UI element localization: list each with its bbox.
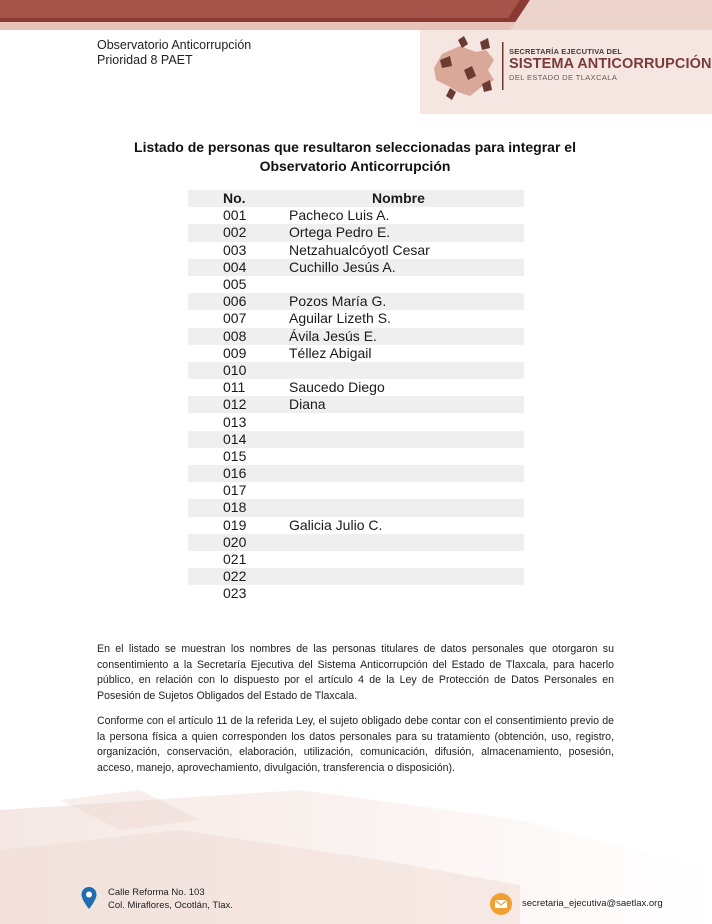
- row-name: Aguilar Lizeth S.: [289, 310, 391, 327]
- table-header-row: [188, 190, 524, 207]
- row-name: [283, 534, 524, 551]
- table-row: [188, 499, 524, 516]
- table-row: [188, 431, 524, 448]
- table-row: [188, 293, 524, 310]
- row-name: Galicia Julio C.: [289, 516, 383, 533]
- row-name: [283, 585, 524, 602]
- row-number: 010: [223, 361, 247, 378]
- address-line2: Col. Miraflores, Ocotlán, Tlax.: [108, 899, 233, 911]
- column-header-no: No.: [223, 190, 246, 207]
- table-row: [188, 448, 524, 465]
- location-pin-icon: [80, 886, 98, 910]
- document-title: [110, 138, 600, 176]
- row-name: [283, 276, 524, 293]
- row-number: 023: [223, 585, 247, 602]
- footer-address: [108, 887, 233, 912]
- table-row: [188, 568, 524, 585]
- row-number: 017: [223, 482, 247, 499]
- table-row: [188, 517, 524, 534]
- row-number: 012: [223, 396, 247, 413]
- table-row: [188, 276, 524, 293]
- sesa-logo: [420, 30, 712, 114]
- table-row: [188, 207, 524, 224]
- table-row: [188, 551, 524, 568]
- row-number: 019: [223, 516, 247, 533]
- logo-line1: SECRETARÍA EJECUTIVA DEL: [509, 47, 623, 56]
- table-row: [188, 362, 524, 379]
- row-number: 015: [223, 447, 247, 464]
- row-name: [283, 362, 524, 379]
- row-number: 021: [223, 551, 247, 568]
- row-name: Ávila Jesús E.: [289, 327, 377, 344]
- row-number: 001: [223, 207, 247, 224]
- table-row: [188, 242, 524, 259]
- row-name: Cuchillo Jesús A.: [289, 258, 396, 275]
- title-line1: Listado de personas que resultaron seleccionadas para integrar el: [134, 139, 576, 155]
- row-number: 007: [223, 310, 247, 327]
- row-number: 005: [223, 276, 247, 293]
- logo-line2: SISTEMA ANTICORRUPCIÓN: [509, 56, 712, 72]
- title-line2: Observatorio Anticorrupción: [259, 158, 451, 174]
- row-number: 008: [223, 327, 247, 344]
- row-name: Ortega Pedro E.: [289, 224, 391, 241]
- row-name: [283, 413, 524, 430]
- header-text: [97, 38, 251, 68]
- table-row: [188, 396, 524, 413]
- table-row: [188, 379, 524, 396]
- email-icon: [489, 892, 513, 916]
- row-name: [283, 431, 524, 448]
- footer-email[interactable]: secretaria_ejecutiva@saetlax.org: [522, 898, 663, 909]
- table-row: [188, 534, 524, 551]
- row-number: 003: [223, 241, 247, 258]
- table-row: [188, 585, 524, 602]
- top-decorative-band: [0, 0, 712, 30]
- table-row: [188, 345, 524, 362]
- header-title: Observatorio Anticorrupción: [97, 38, 252, 52]
- row-number: 013: [223, 413, 247, 430]
- row-name: [283, 499, 524, 516]
- row-name: Téllez Abigail: [289, 344, 372, 361]
- row-name: [283, 465, 524, 482]
- logo-text: [509, 47, 712, 82]
- selected-persons-table: [188, 190, 524, 603]
- row-name: [283, 482, 524, 499]
- row-number: 002: [223, 224, 247, 241]
- row-name: Saucedo Diego: [289, 379, 385, 396]
- row-name: Diana: [289, 396, 326, 413]
- table-body: [188, 207, 524, 602]
- table-row: [188, 259, 524, 276]
- row-name: [283, 551, 524, 568]
- row-name: [283, 568, 524, 585]
- row-name: [283, 448, 524, 465]
- row-number: 011: [223, 379, 246, 396]
- logo-line3: DEL ESTADO DE TLAXCALA: [509, 73, 618, 82]
- header-subtitle: Prioridad 8 PAET: [97, 53, 193, 67]
- row-number: 022: [223, 568, 247, 585]
- row-number: 006: [223, 293, 247, 310]
- paragraph-listing: En el listado se muestran los nombres de las personas titulares de datos personales que otorgaron su consentimiento a la Secretaría Ejecutiva del Sistema Anticorrupción del Estado de Tlaxcala, para hacerlo público, en relación con lo dispuesto por el artículo 4 de la Ley de Protección de Datos Personales en Posesión de Sujetos Obligados del Estado de Tlaxcala.: [97, 643, 614, 703]
- row-name: Netzahualcóyotl Cesar: [289, 241, 430, 258]
- table-row: [188, 413, 524, 430]
- address-line1: Calle Reforma No. 103: [108, 887, 205, 898]
- row-number: 004: [223, 258, 247, 275]
- row-name: Pozos María G.: [289, 293, 387, 310]
- paragraph-consent: Conforme con el artículo 11 de la referida Ley, el sujeto obligado debe contar con el consentimiento previo de la persona física a quien corresponden los datos personales para su tratamiento (obtención, uso, registro, organización, conservación, elaboración, utilización, comunicación, difusión, almacenamiento, posesión, acceso, manejo, aprovechamiento, divulgación, transferencia o disposición).: [97, 715, 614, 775]
- row-number: 014: [223, 430, 247, 447]
- row-name: Pacheco Luis A.: [289, 207, 390, 224]
- row-number: 009: [223, 344, 247, 361]
- table-row: [188, 310, 524, 327]
- table-row: [188, 482, 524, 499]
- row-number: 016: [223, 465, 247, 482]
- table-row: [188, 328, 524, 345]
- column-header-name: Nombre: [372, 190, 425, 207]
- table-row: [188, 465, 524, 482]
- table-row: [188, 224, 524, 241]
- row-number: 018: [223, 499, 247, 516]
- row-number: 020: [223, 533, 247, 550]
